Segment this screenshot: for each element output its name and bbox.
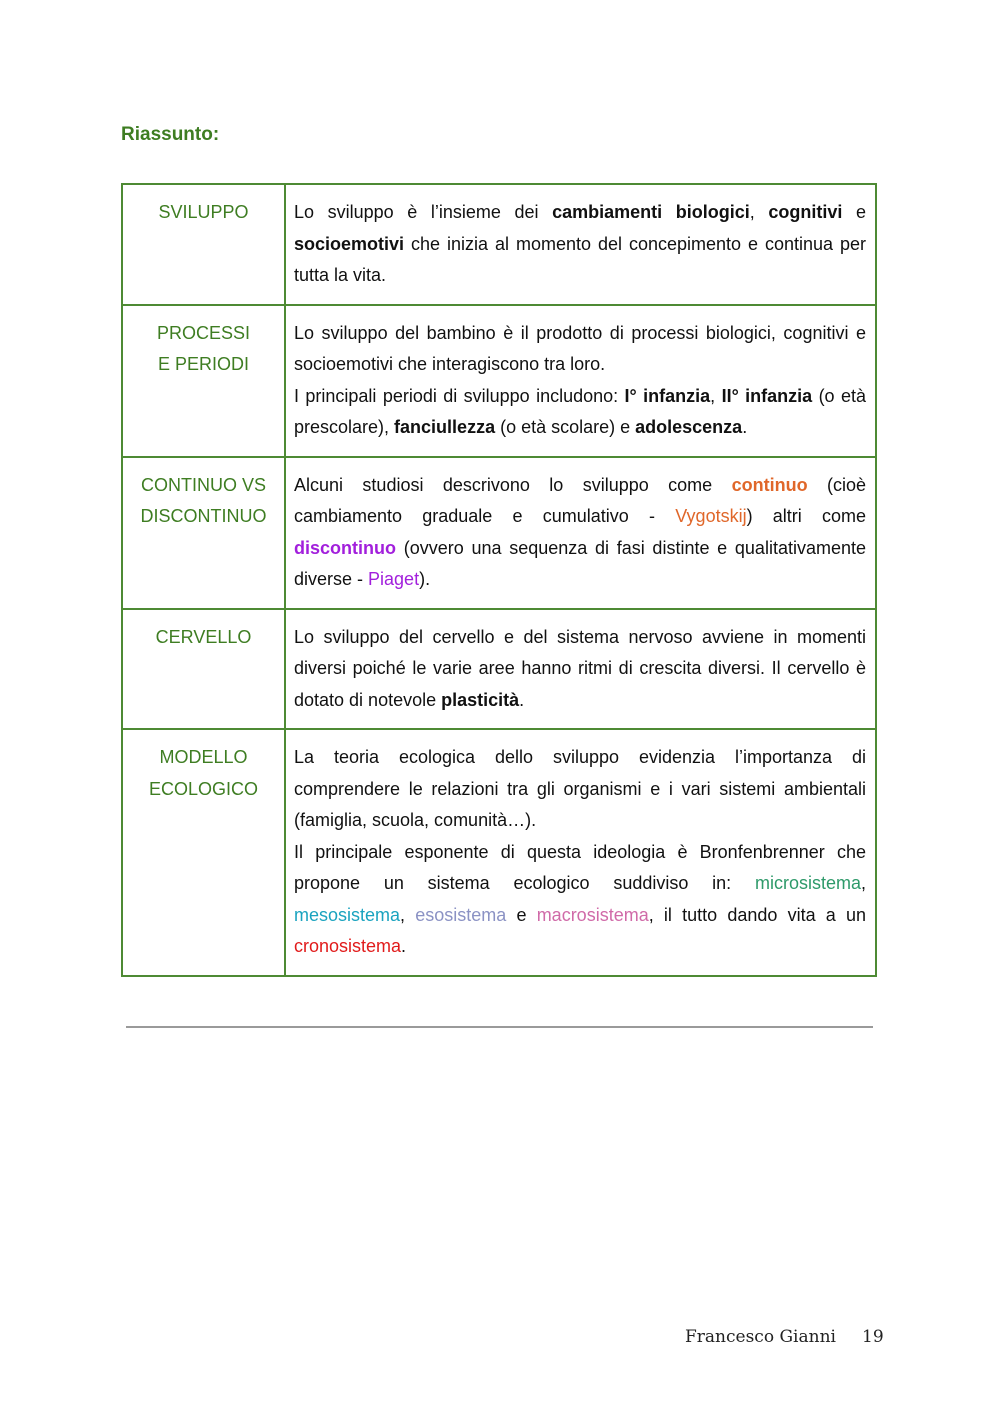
term-label: CERVELLO bbox=[155, 626, 252, 647]
table-row bbox=[122, 457, 876, 609]
term-label: ECOLOGICO bbox=[148, 778, 259, 799]
bold-term: I° infanzia bbox=[624, 385, 711, 406]
text-segment: e bbox=[842, 202, 866, 222]
term-label: SVILUPPO bbox=[158, 202, 249, 222]
text-segment: I principali periodi di sviluppo includono: bbox=[294, 385, 625, 406]
cronosistema-term: cronosistema bbox=[294, 936, 402, 956]
description-cell bbox=[285, 457, 876, 609]
term-cell bbox=[122, 305, 285, 457]
table-row bbox=[122, 729, 876, 976]
bold-term: cognitivi bbox=[768, 202, 843, 222]
table-row bbox=[122, 184, 876, 305]
description-paragraph bbox=[294, 381, 866, 444]
description-paragraph bbox=[294, 197, 866, 292]
text-segment: . bbox=[519, 689, 525, 710]
text-segment: e bbox=[506, 904, 537, 925]
page-number: 19 bbox=[862, 1327, 884, 1347]
footer-author: Francesco Gianni bbox=[685, 1327, 836, 1347]
bold-term: socioemotivi bbox=[294, 233, 405, 254]
text-segment: La teoria ecologica dello sviluppo evidenzia l’importanza di comprendere le relazioni tra gli organismi e i vari sistemi ambientali (famiglia, scuola, comunità…). bbox=[294, 747, 866, 830]
piaget-term: Piaget bbox=[368, 569, 420, 589]
text-segment: , bbox=[860, 873, 866, 893]
description-paragraph bbox=[294, 622, 866, 717]
term-cell bbox=[122, 729, 285, 976]
table-row bbox=[122, 609, 876, 730]
text-segment: Lo sviluppo è l’insieme dei bbox=[294, 202, 553, 222]
text-segment: , bbox=[749, 202, 769, 222]
description-paragraph bbox=[294, 742, 866, 837]
text-segment: . bbox=[401, 936, 407, 956]
horizontal-divider bbox=[126, 1026, 873, 1028]
term-label: CONTINUO VS bbox=[140, 474, 266, 495]
mesosistema-term: mesosistema bbox=[294, 904, 401, 925]
esosistema-term: esosistema bbox=[415, 904, 507, 925]
text-segment: (o età prescolare), bbox=[294, 385, 866, 437]
text-segment: Lo sviluppo del cervello e del sistema nervoso avviene in momenti diversi poiché le varie aree hanno ritmi di crescita diversi. Il cervello è dotato di notevole bbox=[294, 626, 866, 710]
text-segment: ) altri come bbox=[746, 506, 867, 526]
summary-table bbox=[121, 183, 877, 977]
bold-term: plasticità bbox=[441, 689, 520, 710]
text-segment: Lo sviluppo del bambino è il prodotto di processi biologici, cognitivi e socioemotivi che interagiscono tra loro. bbox=[294, 322, 866, 374]
term-cell bbox=[122, 609, 285, 730]
text-segment: che inizia al momento del concepimento e continua per tutta la vita. bbox=[294, 233, 866, 285]
macrosistema-term: macrosistema bbox=[536, 904, 649, 925]
term-label: PROCESSI bbox=[156, 322, 251, 343]
vygotskij-term: Vygotskij bbox=[675, 506, 747, 526]
text-segment: (cioè cambiamento graduale e cumulativo - bbox=[294, 474, 866, 526]
term-label: DISCONTINUO bbox=[140, 506, 267, 526]
continuo-term: continuo bbox=[731, 474, 808, 495]
text-segment: Alcuni studiosi descrivono lo sviluppo come bbox=[294, 474, 732, 495]
microsistema-term: microsistema bbox=[754, 873, 861, 893]
description-paragraph bbox=[294, 837, 866, 963]
text-segment: , il tutto dando vita a un bbox=[648, 904, 866, 925]
table-row bbox=[122, 305, 876, 457]
description-paragraph bbox=[294, 470, 866, 596]
text-segment: , bbox=[400, 904, 416, 925]
text-segment: Il principale esponente di questa ideologia è Bronfenbrenner che propone un sistema ecologico suddiviso in: bbox=[294, 841, 866, 893]
term-cell bbox=[122, 184, 285, 305]
text-segment: , bbox=[710, 385, 722, 406]
summary-table-body bbox=[122, 184, 876, 976]
term-label: MODELLO bbox=[159, 747, 248, 767]
bold-term: adolescenza bbox=[635, 417, 743, 437]
bold-term: fanciullezza bbox=[394, 417, 496, 437]
description-cell bbox=[285, 184, 876, 305]
text-segment: (o età scolare) e bbox=[495, 417, 636, 437]
description-paragraph bbox=[294, 318, 866, 381]
text-segment: . bbox=[742, 417, 748, 437]
bold-term: cambiamenti biologici bbox=[552, 202, 750, 222]
term-cell bbox=[122, 457, 285, 609]
description-cell bbox=[285, 609, 876, 730]
description-cell bbox=[285, 305, 876, 457]
term-label: E PERIODI bbox=[157, 354, 250, 374]
bold-term: II° infanzia bbox=[721, 385, 813, 406]
text-segment: ). bbox=[419, 569, 431, 589]
description-cell bbox=[285, 729, 876, 976]
text-segment: (ovvero una sequenza di fasi distinte e qualitativamente diverse - bbox=[294, 537, 866, 589]
discontinuo-term: discontinuo bbox=[294, 537, 396, 558]
section-heading: Riassunto: bbox=[121, 124, 220, 145]
